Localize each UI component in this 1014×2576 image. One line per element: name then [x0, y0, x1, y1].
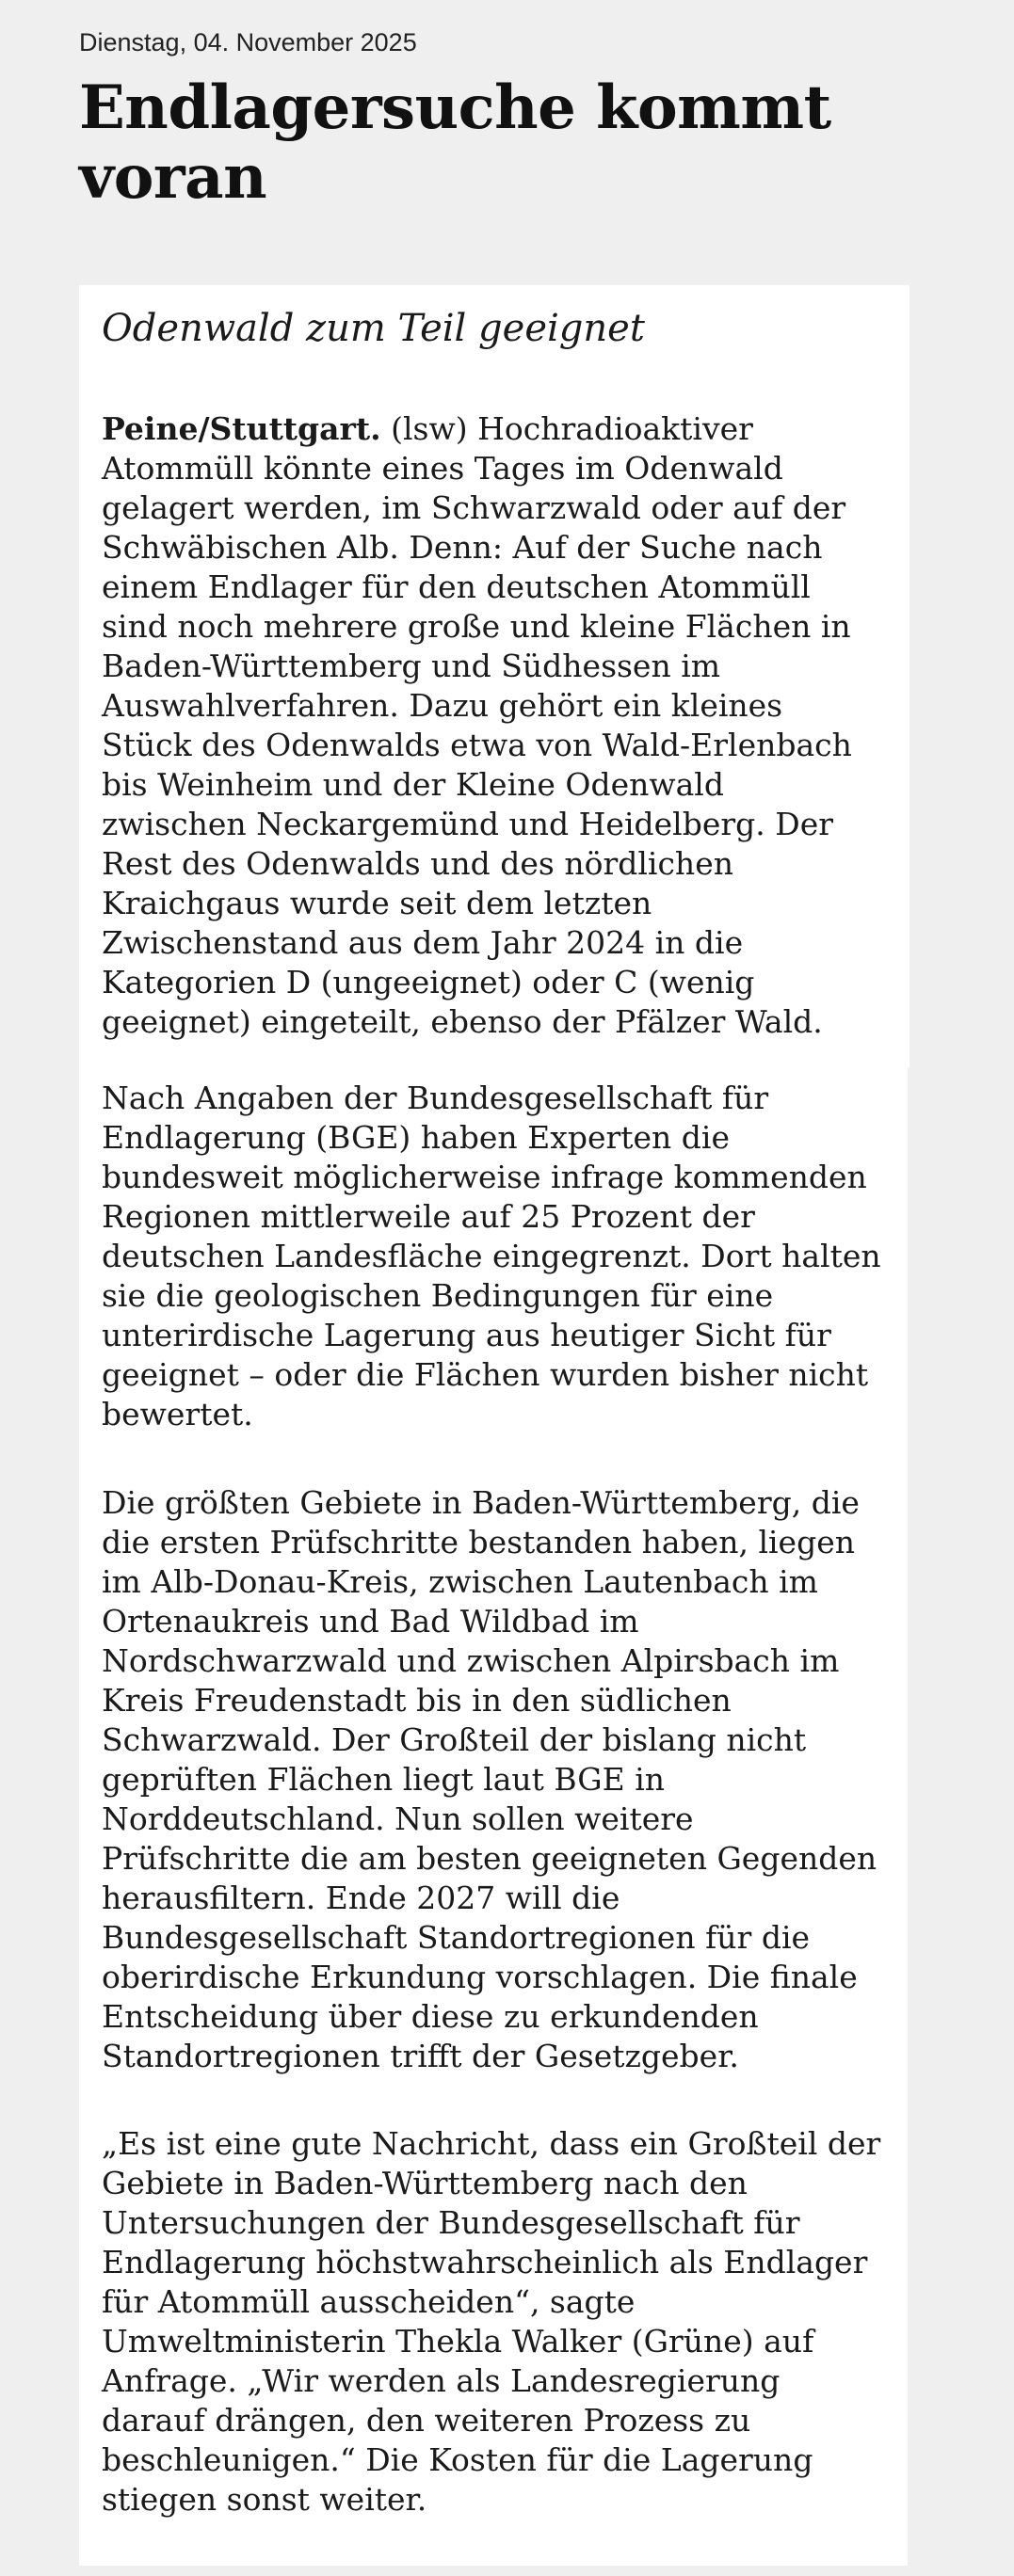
paragraph-line: Kreis Freudenstadt bis in den südlichen	[102, 1682, 732, 1719]
paragraph-line: Endlagerung (BGE) haben Experten die	[102, 1119, 730, 1156]
article-headline	[79, 73, 926, 213]
paragraph-line: sie die geologischen Bedingungen für eine	[102, 1277, 774, 1314]
paragraph-line: geprüften Flächen liegt laut BGE in	[102, 1761, 666, 1798]
paragraph-line: gelagert werden, im Schwarzwald oder auf der	[102, 489, 846, 526]
paragraph-line: bewertet.	[102, 1396, 253, 1432]
article-date: Dienstag, 04. November 2025	[79, 28, 417, 56]
paragraph-line: Untersuchungen der Bundesgesellschaft für	[102, 2204, 800, 2241]
paragraph-line-text: (lsw) Hochradioaktiver	[380, 410, 753, 447]
paragraph-line: sind noch mehrere große und kleine Flächen in	[102, 608, 851, 645]
paragraph-line: Kraichgaus wurde seit dem letzten	[102, 885, 652, 921]
paragraph-line: herausfiltern. Ende 2027 will die	[102, 1880, 620, 1916]
paragraph-line: beschleunigen.“ Die Kosten für die Lagerung	[102, 2441, 813, 2478]
article-paragraph-1	[102, 409, 893, 1042]
paragraph-line: Umweltministerin Thekla Walker (Grüne) auf	[102, 2323, 814, 2360]
paragraph-line: darauf drängen, den weiteren Prozess zu	[102, 2402, 751, 2439]
paragraph-line: Baden-Württemberg und Südhessen im	[102, 648, 721, 684]
paragraph-line	[102, 409, 893, 449]
paragraph-line: geeignet – oder die Flächen wurden bisher nicht	[102, 1356, 869, 1393]
paragraph-line: Norddeutschland. Nun sollen weitere	[102, 1800, 694, 1837]
paragraph-line: oberirdische Erkundung vorschlagen. Die finale	[102, 1959, 858, 1995]
paragraph-line: Kategorien D (ungeeignet) oder C (wenig	[102, 964, 755, 1000]
headline-line: Endlagersuche kommt	[79, 72, 831, 143]
paragraph-line: die ersten Prüfschritte bestanden haben, liegen	[102, 1524, 855, 1560]
paragraph-line: im Alb-Donau-Kreis, zwischen Lautenbach im	[102, 1563, 818, 1600]
paragraph-line: Gebiete in Baden-Württemberg nach den	[102, 2165, 748, 2201]
lead-location: Peine/Stuttgart.	[102, 410, 381, 447]
paragraph-line: deutschen Landesfläche eingegrenzt. Dort halten	[102, 1238, 881, 1274]
paragraph-line: Stück des Odenwalds etwa von Wald-Erlenbach	[102, 727, 852, 763]
article-paragraph-3	[102, 1483, 893, 2076]
paragraph-line: Anfrage. „Wir werden als Landesregierung	[102, 2362, 781, 2399]
paragraph-line: Prüfschritte die am besten geeigneten Gegenden	[102, 1840, 877, 1877]
paragraph-line: Nordschwarzwald und zwischen Alpirsbach im	[102, 1642, 840, 1679]
paragraph-line: Nach Angaben der Bundesgesellschaft für	[102, 1080, 769, 1116]
paragraph-line: stiegen sonst weiter.	[102, 2481, 427, 2518]
article-paragraph-2	[102, 1079, 893, 1434]
paragraph-line: Ortenaukreis und Bad Wildbad im	[102, 1603, 639, 1640]
paragraph-line: bis Weinheim und der Kleine Odenwald	[102, 766, 724, 803]
paragraph-line: Rest des Odenwalds und des nördlichen	[102, 845, 733, 882]
paragraph-line: „Es ist eine gute Nachricht, dass ein Großteil der	[102, 2125, 881, 2162]
paragraph-line: Standortregionen trifft der Gesetzgeber.	[102, 2038, 739, 2074]
paragraph-line: Endlagerung höchstwahrscheinlich als Endlager	[102, 2244, 868, 2280]
paragraph-line: einem Endlager für den deutschen Atommüll	[102, 568, 811, 605]
article-subtitle: Odenwald zum Teil geeignet	[102, 307, 645, 350]
paragraph-line: geeignet) eingeteilt, ebenso der Pfälzer Wald.	[102, 1003, 823, 1040]
paragraph-line: Schwäbischen Alb. Denn: Auf der Suche nach	[102, 529, 823, 566]
paragraph-line: Auswahlverfahren. Dazu gehört ein kleines	[102, 687, 783, 724]
paragraph-line: Regionen mittlerweile auf 25 Prozent der	[102, 1198, 755, 1235]
paragraph-line: zwischen Neckargemünd und Heidelberg. Der	[102, 806, 834, 842]
paragraph-line: Schwarzwald. Der Großteil der bislang nicht	[102, 1721, 807, 1758]
headline-line: voran	[79, 142, 267, 213]
article-paragraph-4	[102, 2124, 893, 2520]
paragraph-line: unterirdische Lagerung aus heutiger Sicht für	[102, 1317, 831, 1353]
paragraph-line: Die größten Gebiete in Baden-Württemberg, die	[102, 1484, 860, 1521]
paragraph-line: Bundesgesellschaft Standortregionen für die	[102, 1919, 811, 1956]
paragraph-line: für Atommüll ausscheiden“, sagte	[102, 2283, 636, 2320]
paragraph-line: bundesweit möglicherweise infrage kommenden	[102, 1159, 867, 1195]
paragraph-line: Entscheidung über diese zu erkundenden	[102, 1998, 759, 2035]
paragraph-line: Atommüll könnte eines Tages im Odenwald	[102, 450, 783, 487]
paragraph-line: Zwischenstand aus dem Jahr 2024 in die	[102, 924, 744, 961]
